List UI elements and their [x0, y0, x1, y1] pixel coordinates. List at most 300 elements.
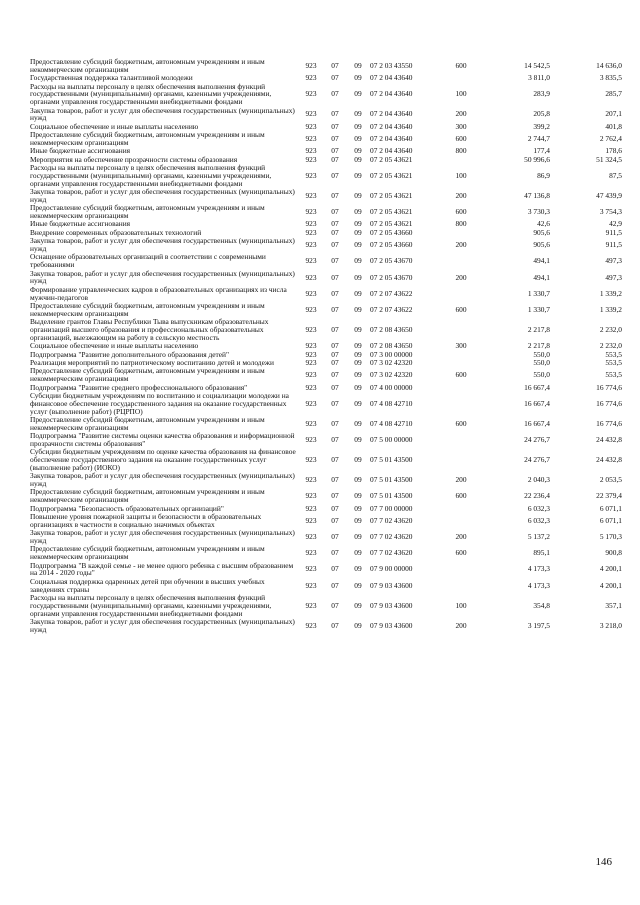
row-subsection-code: 09: [354, 564, 362, 574]
row-target-article: 07 9 03 43600: [370, 600, 413, 610]
row-admin-code: 923: [305, 600, 317, 610]
row-subsection-code: 09: [354, 89, 362, 99]
table-row: [30, 594, 622, 618]
row-admin-code: 923: [305, 418, 317, 428]
row-amount-year-1: 16 667,4: [524, 398, 550, 408]
row-amount-year-2: 2 762,4: [599, 134, 622, 144]
row-amount-year-2: 42,9: [609, 219, 622, 229]
row-target-article: 07 5 00 00000: [370, 434, 413, 444]
row-target-article: 07 2 05 43660: [370, 227, 413, 237]
row-amount-year-2: 1 339,2: [599, 288, 622, 298]
row-expense-type: [446, 253, 476, 269]
row-section-code: 07: [331, 357, 339, 367]
row-target-article: 07 5 01 43500: [370, 491, 413, 501]
row-subsection-code: 09: [354, 548, 362, 558]
row-amount-year-1: 2 744,7: [527, 134, 550, 144]
row-name: Субсидии бюджетным учреждениям по оценке качества образования на финансовое обеспечение государственного задания на оказание государственных услуг (выполнение работ) (ИОКО): [30, 447, 296, 472]
budget-table-body: [30, 58, 622, 634]
row-section-code: 07: [331, 219, 339, 229]
row-name: Мероприятия на обеспечение прозрачности системы образования: [30, 154, 238, 164]
row-amount-year-2: 911,5: [605, 240, 622, 250]
row-amount-year-1: 1 330,7: [527, 304, 550, 314]
row-amount-year-2: 497,3: [605, 272, 622, 282]
row-section-code: 07: [331, 580, 339, 590]
row-subsection-code: 09: [354, 109, 362, 119]
row-section-code: 07: [331, 600, 339, 610]
table-row: [30, 513, 622, 529]
row-amount-year-1: 205,8: [533, 109, 550, 119]
row-amount-year-1: 905,6: [533, 240, 550, 250]
row-expense-type: [446, 156, 476, 164]
row-section-code: 07: [331, 170, 339, 180]
row-section-code: 07: [331, 341, 339, 351]
row-target-article: 07 3 02 42320: [370, 370, 413, 380]
table-row: [30, 472, 622, 488]
row-amount-year-1: 6 032,3: [527, 503, 550, 513]
row-section-code: 07: [331, 564, 339, 574]
row-section-code: 07: [331, 304, 339, 314]
row-target-article: 07 9 00 00000: [370, 564, 413, 574]
row-amount-year-2: 2 232,0: [599, 341, 622, 351]
row-expense-type: 600: [455, 491, 467, 501]
row-target-article: 07 2 05 43621: [370, 190, 413, 200]
row-name: Предоставление субсидий бюджетным, автономным учреждениям и иным некоммерческим организациям: [30, 57, 265, 74]
row-amount-year-2: 51 324,5: [596, 154, 622, 164]
row-expense-type: [446, 229, 476, 237]
table-row: [30, 83, 622, 107]
row-name: Расходы на выплаты персоналу в целях обеспечения выполнения функций государственными (муниципальными) органами, казенными учреждениями, органами управления государственными внебюджетными фондами: [30, 592, 272, 618]
table-row: [30, 562, 622, 578]
row-expense-type: 300: [455, 121, 467, 131]
row-section-code: 07: [331, 515, 339, 525]
row-subsection-code: 09: [354, 134, 362, 144]
table-row: [30, 237, 622, 253]
row-target-article: 07 2 04 43640: [370, 89, 413, 99]
row-amount-year-1: 5 137,2: [527, 532, 550, 542]
row-name: Подпрограмма "Безопасность образовательных организаций": [30, 503, 224, 513]
row-amount-year-2: 553,5: [605, 349, 622, 359]
row-subsection-code: 09: [354, 304, 362, 314]
row-name: Реализация мероприятий по патриотическому воспитанию детей и молодежи: [30, 357, 274, 367]
table-row: [30, 253, 622, 269]
row-target-article: 07 2 05 43670: [370, 272, 413, 282]
row-name: Предоставление субсидий бюджетным, автономным учреждениям и иным некоммерческим организациям: [30, 130, 265, 147]
row-subsection-code: 09: [354, 219, 362, 229]
row-amount-year-2: 6 071,1: [599, 503, 622, 513]
row-amount-year-2: 285,7: [605, 89, 622, 99]
row-amount-year-2: 1 339,2: [599, 304, 622, 314]
row-expense-type: [446, 359, 476, 367]
table-row: [30, 578, 622, 594]
row-section-code: 07: [331, 227, 339, 237]
row-subsection-code: 09: [354, 455, 362, 465]
row-admin-code: 923: [305, 382, 317, 392]
table-row: [30, 131, 622, 147]
row-expense-type: 800: [455, 219, 467, 229]
row-admin-code: 923: [305, 532, 317, 542]
row-amount-year-2: 6 071,1: [599, 515, 622, 525]
row-name: Предоставление субсидий бюджетным, автономным учреждениям и иным некоммерческим организациям: [30, 366, 265, 384]
row-amount-year-2: 3 835,5: [599, 73, 622, 83]
row-amount-year-1: 3 811,0: [528, 73, 550, 83]
row-amount-year-1: 905,6: [533, 227, 550, 237]
row-admin-code: 923: [305, 288, 317, 298]
row-admin-code: 923: [305, 357, 317, 367]
row-section-code: 07: [331, 146, 339, 156]
row-section-code: 07: [331, 121, 339, 131]
row-target-article: 07 2 04 43640: [370, 146, 413, 156]
row-amount-year-1: 494,1: [533, 256, 550, 266]
table-row: [30, 270, 622, 286]
row-amount-year-2: 3 754,3: [599, 207, 622, 217]
row-amount-year-1: 4 173,3: [527, 564, 550, 574]
row-subsection-code: 09: [354, 620, 362, 630]
row-amount-year-2: 14 636,0: [596, 60, 622, 70]
table-row: [30, 488, 622, 504]
row-amount-year-2: 5 170,3: [599, 532, 622, 542]
row-amount-year-2: 16 774,6: [596, 398, 622, 408]
row-expense-type: [446, 392, 476, 416]
row-target-article: 07 2 08 43650: [370, 341, 413, 351]
row-name: Выделение грантов Главы Республики Тыва выпускникам образовательных организаций высшего образования и профессиональных образовательных организаций, выезжающим на работу в сельскую местность: [30, 317, 269, 342]
row-name: Закупка товаров, работ и услуг для обеспечения государственных (муниципальных) нужд: [30, 187, 295, 204]
row-name: Расходы на выплаты персоналу в целях обеспечения выполнения функций государственными (муниципальными) органами, казенными учреждениями, органами управления государственными внебюджетными фондами: [30, 81, 272, 107]
row-expense-type: 800: [455, 146, 467, 156]
row-amount-year-2: 4 200,1: [599, 564, 622, 574]
row-admin-code: 923: [305, 240, 317, 250]
row-section-code: 07: [331, 434, 339, 444]
row-amount-year-1: 494,1: [533, 272, 550, 282]
row-admin-code: 923: [305, 341, 317, 351]
row-section-code: 07: [331, 89, 339, 99]
row-amount-year-2: 497,3: [605, 256, 622, 266]
row-name: Подпрограмма "Развитие среднего профессионального образования": [30, 382, 248, 392]
row-amount-year-2: 2 232,0: [599, 324, 622, 334]
row-amount-year-1: 14 542,5: [524, 60, 550, 70]
row-target-article: 07 2 08 43650: [370, 324, 413, 334]
row-amount-year-1: 47 136,8: [524, 190, 550, 200]
table-row: [30, 618, 622, 634]
row-expense-type: 600: [455, 60, 467, 70]
row-expense-type: [446, 74, 476, 82]
row-admin-code: 923: [305, 324, 317, 334]
row-subsection-code: 09: [354, 256, 362, 266]
row-expense-type: 200: [455, 532, 467, 542]
row-name: Подпрограмма "В каждой семье - не менее одного ребенка с высшим образованием на 2014 - 2020 годы": [30, 560, 294, 578]
row-admin-code: 923: [305, 564, 317, 574]
row-name: Расходы на выплаты персоналу в целях обеспечения выполнения функций государственными (муниципальными) органами, казенными учреждениями, органами управления государственными внебюджетными фондами: [30, 163, 272, 188]
row-expense-type: [446, 505, 476, 513]
row-amount-year-2: 16 774,6: [596, 418, 622, 428]
row-target-article: 07 4 00 00000: [370, 382, 413, 392]
row-admin-code: 923: [305, 620, 317, 630]
row-admin-code: 923: [305, 89, 317, 99]
row-name: Предоставление субсидий бюджетным, автономным учреждениям и иным некоммерческим организациям: [30, 544, 265, 562]
row-section-code: 07: [331, 503, 339, 513]
row-amount-year-2: 22 379,4: [596, 491, 622, 501]
row-name: Иные бюджетные ассигнования: [30, 146, 131, 156]
row-admin-code: 923: [305, 73, 317, 83]
row-admin-code: 923: [305, 548, 317, 558]
row-subsection-code: 09: [354, 491, 362, 501]
row-amount-year-1: 283,9: [533, 89, 550, 99]
row-subsection-code: 09: [354, 288, 362, 298]
row-expense-type: 600: [455, 370, 467, 380]
table-row: [30, 432, 622, 448]
row-expense-type: 300: [455, 341, 467, 351]
row-target-article: 07 2 07 43622: [370, 288, 413, 298]
row-target-article: 07 2 03 43550: [370, 60, 413, 70]
row-admin-code: 923: [305, 491, 317, 501]
row-expense-type: 200: [455, 475, 467, 485]
row-section-code: 07: [331, 60, 339, 70]
row-name: Закупка товаров, работ и услуг для обеспечения государственных (муниципальных) нужд: [30, 236, 295, 254]
row-expense-type: [446, 384, 476, 392]
row-amount-year-1: 550,0: [533, 349, 550, 359]
row-subsection-code: 09: [354, 382, 362, 392]
row-amount-year-1: 24 276,7: [524, 434, 550, 444]
row-amount-year-1: 24 276,7: [524, 455, 550, 465]
row-target-article: 07 3 00 00000: [370, 349, 413, 359]
row-amount-year-2: 357,1: [605, 600, 622, 610]
row-admin-code: 923: [305, 109, 317, 119]
table-row: [30, 392, 622, 416]
table-row: [30, 416, 622, 432]
row-name: Субсидии бюджетным учреждениям по воспитанию и социализации молодежи на финансовое обеспечение государственного задания на оказание государственных услуг (выполнение работ) (РЦРПО): [30, 390, 289, 416]
table-row: [30, 204, 622, 220]
row-name: Социальная поддержка одаренных детей при обучении в высших учебных заведениях страны: [30, 576, 265, 594]
row-target-article: 07 9 03 43600: [370, 620, 413, 630]
row-section-code: 07: [331, 491, 339, 501]
table-row: [30, 529, 622, 545]
row-name: Предоставление субсидий бюджетным, автономным учреждениям и иным некоммерческим организациям: [30, 203, 265, 221]
row-subsection-code: 09: [354, 207, 362, 217]
row-subsection-code: 09: [354, 580, 362, 590]
row-expense-type: 200: [455, 620, 467, 630]
table-row: [30, 286, 622, 302]
row-name: Социальное обеспечение и иные выплаты населению: [30, 341, 199, 351]
row-amount-year-2: 900,8: [605, 548, 622, 558]
row-expense-type: 600: [455, 548, 467, 558]
row-amount-year-2: 553,5: [605, 357, 622, 367]
row-amount-year-1: 16 667,4: [524, 382, 550, 392]
row-section-code: 07: [331, 349, 339, 359]
row-subsection-code: 09: [354, 434, 362, 444]
row-subsection-code: 09: [354, 418, 362, 428]
row-section-code: 07: [331, 455, 339, 465]
row-target-article: 07 7 02 43620: [370, 548, 413, 558]
row-amount-year-1: 895,1: [533, 548, 550, 558]
row-admin-code: 923: [305, 207, 317, 217]
row-name: Подпрограмма "Развитие дополнительного образования детей": [30, 349, 230, 359]
row-amount-year-1: 22 236,4: [524, 491, 550, 501]
row-expense-type: [446, 318, 476, 342]
row-subsection-code: 09: [354, 154, 362, 164]
row-admin-code: 923: [305, 272, 317, 282]
row-subsection-code: 09: [354, 272, 362, 282]
row-amount-year-1: 42,6: [537, 219, 550, 229]
row-subsection-code: 09: [354, 515, 362, 525]
row-amount-year-1: 550,0: [533, 357, 550, 367]
row-subsection-code: 09: [354, 73, 362, 83]
row-target-article: 07 5 01 43500: [370, 455, 413, 465]
row-amount-year-1: 3 730,3: [527, 207, 550, 217]
row-expense-type: [446, 286, 476, 302]
row-target-article: 07 2 05 43621: [370, 207, 413, 217]
row-section-code: 07: [331, 370, 339, 380]
row-amount-year-1: 4 173,3: [527, 580, 550, 590]
row-target-article: 07 4 08 42710: [370, 418, 413, 428]
row-section-code: 07: [331, 154, 339, 164]
row-expense-type: 600: [455, 207, 467, 217]
row-section-code: 07: [331, 548, 339, 558]
row-amount-year-1: 2 040,3: [527, 475, 550, 485]
row-admin-code: 923: [305, 515, 317, 525]
row-admin-code: 923: [305, 503, 317, 513]
row-target-article: 07 2 05 43621: [370, 170, 413, 180]
row-target-article: 07 9 03 43600: [370, 580, 413, 590]
row-name: Предоставление субсидий бюджетным, автономным учреждениям и иным некоммерческим организациям: [30, 301, 265, 318]
row-expense-type: [446, 448, 476, 472]
row-admin-code: 923: [305, 121, 317, 131]
row-target-article: 07 7 02 43620: [370, 532, 413, 542]
row-amount-year-1: 50 996,6: [524, 154, 550, 164]
budget-table: [30, 58, 622, 634]
row-expense-type: 200: [455, 240, 467, 250]
row-section-code: 07: [331, 240, 339, 250]
row-subsection-code: 09: [354, 170, 362, 180]
row-amount-year-1: 6 032,3: [527, 515, 550, 525]
row-name: Предоставление субсидий бюджетным, автономным учреждениям и иным некоммерческим организациям: [30, 487, 265, 505]
row-admin-code: 923: [305, 170, 317, 180]
row-section-code: 07: [331, 398, 339, 408]
row-target-article: 07 3 02 42320: [370, 357, 413, 367]
row-amount-year-2: 4 200,1: [599, 580, 622, 590]
row-amount-year-1: 3 197,5: [527, 620, 550, 630]
row-target-article: 07 2 07 43622: [370, 304, 413, 314]
row-expense-type: 100: [455, 600, 467, 610]
row-admin-code: 923: [305, 219, 317, 229]
row-target-article: 07 4 08 42710: [370, 398, 413, 408]
row-section-code: 07: [331, 109, 339, 119]
row-name: Государственная поддержка талантливой молодежи: [30, 73, 193, 83]
row-expense-type: 200: [455, 190, 467, 200]
row-subsection-code: 09: [354, 146, 362, 156]
row-expense-type: 200: [455, 109, 467, 119]
table-row: [30, 302, 622, 318]
row-admin-code: 923: [305, 146, 317, 156]
row-subsection-code: 09: [354, 398, 362, 408]
row-subsection-code: 09: [354, 60, 362, 70]
row-admin-code: 923: [305, 60, 317, 70]
row-admin-code: 923: [305, 154, 317, 164]
row-section-code: 07: [331, 324, 339, 334]
row-amount-year-2: 207,1: [605, 109, 622, 119]
row-expense-type: [446, 578, 476, 594]
row-target-article: 07 7 00 00000: [370, 503, 413, 513]
row-target-article: 07 2 04 43640: [370, 73, 413, 83]
row-name: Закупка товаров, работ и услуг для обеспечения государственных (муниципальных) нужд: [30, 268, 295, 286]
row-subsection-code: 09: [354, 121, 362, 131]
row-section-code: 07: [331, 190, 339, 200]
row-amount-year-1: 354,8: [533, 600, 550, 610]
row-section-code: 07: [331, 134, 339, 144]
row-amount-year-1: 16 667,4: [524, 418, 550, 428]
row-section-code: 07: [331, 288, 339, 298]
row-admin-code: 923: [305, 580, 317, 590]
row-target-article: 07 2 05 43660: [370, 240, 413, 250]
table-row: [30, 188, 622, 204]
row-subsection-code: 09: [354, 324, 362, 334]
row-amount-year-2: 3 218,0: [599, 620, 622, 630]
row-admin-code: 923: [305, 349, 317, 359]
table-row: [30, 448, 622, 472]
row-expense-type: 100: [455, 170, 467, 180]
table-row: [30, 367, 622, 383]
row-name: Повышение уровня пожарной защиты и безопасности в образовательных организациях в частности в социально значимых объектах: [30, 512, 262, 529]
row-section-code: 07: [331, 382, 339, 392]
row-target-article: 07 5 01 43500: [370, 475, 413, 485]
row-target-article: 07 2 04 43640: [370, 109, 413, 119]
row-admin-code: 923: [305, 475, 317, 485]
row-name: Закупка товаров, работ и услуг для обеспечения государственных (муниципальных) нужд: [30, 528, 295, 546]
row-expense-type: 600: [455, 418, 467, 428]
table-row: [30, 107, 622, 123]
table-row: [30, 164, 622, 188]
row-target-article: 07 2 04 43640: [370, 134, 413, 144]
row-name: Социальное обеспечение и иные выплаты населению: [30, 121, 199, 131]
row-admin-code: 923: [305, 304, 317, 314]
row-amount-year-2: 24 432,8: [596, 455, 622, 465]
row-target-article: 07 2 04 43640: [370, 121, 413, 131]
table-row: [30, 58, 622, 74]
row-amount-year-1: 399,2: [533, 121, 550, 131]
row-admin-code: 923: [305, 256, 317, 266]
row-amount-year-2: 911,5: [605, 227, 622, 237]
row-subsection-code: 09: [354, 357, 362, 367]
row-admin-code: 923: [305, 227, 317, 237]
row-amount-year-1: 177,4: [533, 146, 550, 156]
row-admin-code: 923: [305, 455, 317, 465]
row-amount-year-1: 2 217,8: [527, 324, 550, 334]
row-section-code: 07: [331, 207, 339, 217]
row-subsection-code: 09: [354, 600, 362, 610]
row-admin-code: 923: [305, 434, 317, 444]
row-name: Подпрограмма "Развитие системы оценки качества образования и информационной прозрачности системы образования": [30, 431, 295, 448]
table-row: [30, 545, 622, 561]
row-name: Формирование управленческих кадров в образовательных организациях из числа мужчин-педагогов: [30, 284, 287, 302]
row-amount-year-2: 47 439,9: [596, 190, 622, 200]
row-name: Внедрение современных образовательных технологий: [30, 227, 202, 237]
row-subsection-code: 09: [354, 240, 362, 250]
row-amount-year-1: 2 217,8: [527, 341, 550, 351]
row-amount-year-2: 178,6: [605, 146, 622, 156]
row-admin-code: 923: [305, 370, 317, 380]
row-amount-year-2: 553,5: [605, 370, 622, 380]
row-section-code: 07: [331, 272, 339, 282]
row-expense-type: 600: [455, 304, 467, 314]
row-section-code: 07: [331, 73, 339, 83]
row-amount-year-1: 550,0: [533, 370, 550, 380]
row-amount-year-2: 401,8: [605, 121, 622, 131]
row-subsection-code: 09: [354, 370, 362, 380]
row-section-code: 07: [331, 475, 339, 485]
row-subsection-code: 09: [354, 532, 362, 542]
row-target-article: 07 2 05 43670: [370, 256, 413, 266]
row-subsection-code: 09: [354, 190, 362, 200]
row-target-article: 07 2 05 43621: [370, 154, 413, 164]
row-expense-type: 100: [455, 89, 467, 99]
